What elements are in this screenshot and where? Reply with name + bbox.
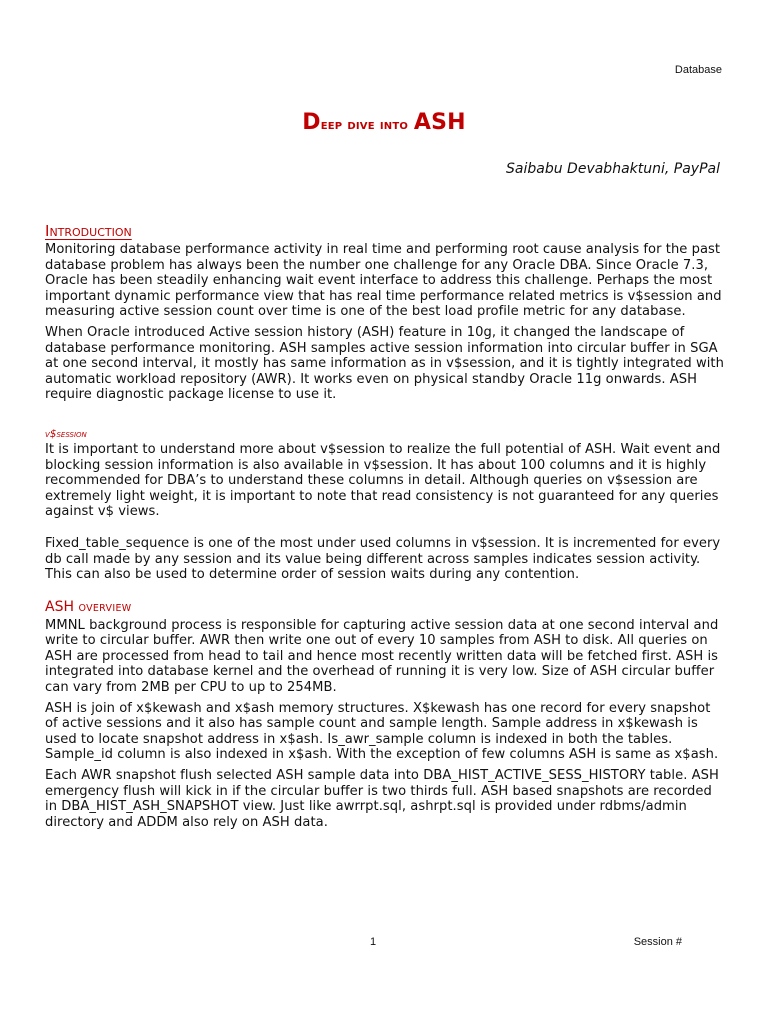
ash-overview-paragraph-1: MMNL background process is responsible for capturing active session data at one second interval and write to circular buffer. AWR then write one out of every 10 samples from ASH to disk. All queries on ASH are processed from head to tail and hence most recently written data will be fetched first. ASH is integrated into database kernel and the overhead of running it is very low. Size of ASH circular buffer can vary from 2MB per CPU to up to 254MB. xyxy=(45,617,719,696)
vsession-paragraph-2: Fixed_table_sequence is one of the most under used columns in v$session. It is incremented for every db call made by any session and its value being different across samples indicates session activity. This can also be used to determine order of session waits during any contention. xyxy=(45,535,721,583)
ash-overview-paragraph-2: ASH is join of x$kewash and x$ash memory structures. X$kewash has one record for every snapshot of active sessions and it also has sample count and sample length. Sample address in x$kewash is used to locate snapshot address in x$ash. Is_awr_sample column is indexed in both the tables. Sample_id column is also indexed in x$ash. With the exception of few columns ASH is same as x$ash. xyxy=(45,700,719,763)
page-number: 1 xyxy=(370,936,377,948)
title-first-cap: D xyxy=(302,110,321,135)
ash-overview-heading xyxy=(45,599,725,615)
ash-overview-heading-rest: OVERVIEW xyxy=(78,602,132,614)
document-body xyxy=(45,222,725,830)
introduction-heading-rest: NTRODUCTION xyxy=(49,226,132,239)
introduction-heading-cap: I xyxy=(45,222,50,240)
vsession-paragraph-1: It is important to understand more about v$session to realize the full potential of ASH. Wait event and blocking session information is also available in v$session. It has about 100 columns and it is highly recommended for DBA’s to understand these columns in detail. Although queries on v$session are extremely light weight, it is important to note that read consistency is not guaranteed for any queries against v$ views. xyxy=(45,441,721,520)
ash-overview-paragraph-3: Each AWR snapshot flush selected ASH sample data into DBA_HIST_ACTIVE_SESS_HISTORY table. ASH emergency flush will kick in if the circular buffer is two thirds full. ASH based snapshots are recorded in DBA_HIST_ASH_SNAPSHOT view. Just like awrrpt.sql, ashrpt.sql is provided under rdbms/admin directory and ADDM also rely on ASH data. xyxy=(45,768,719,830)
header-category: Database xyxy=(674,64,722,76)
author-line: Saibabu Devabhaktuni, PayPal xyxy=(506,161,720,177)
document-title xyxy=(0,110,768,135)
title-rest: eep dive into xyxy=(320,117,409,133)
introduction-paragraph-2: When Oracle introduced Active session history (ASH) feature in 10g, it changed the landscape of database performance monitoring. ASH samples active session information into circular buffer in SGA at one second interval, it mostly has same information as in v$session, and it is tightly integrated with automatic workload repository (AWR). It works even on physical standby Oracle 11g onwards. ASH require diagnostic package license to use it. xyxy=(45,324,724,403)
introduction-paragraph-1: Monitoring database performance activity in real time and performing root cause analysis for the past database problem has always been the number one challenge for any Oracle DBA. Since Oracle 7.3, Oracle has been steadily enhancing wait event interface to address this challenge. Perhaps the most important dynamic performance view that has real time performance related metrics is v$session and measuring active session count over time is one of the best load profile metric for any database. xyxy=(45,242,722,320)
session-label: Session # xyxy=(633,936,682,948)
introduction-heading xyxy=(45,222,725,240)
ash-overview-heading-main: ASH xyxy=(45,598,74,615)
title-last: ASH xyxy=(413,110,466,135)
vsession-heading: v$session xyxy=(45,427,87,440)
